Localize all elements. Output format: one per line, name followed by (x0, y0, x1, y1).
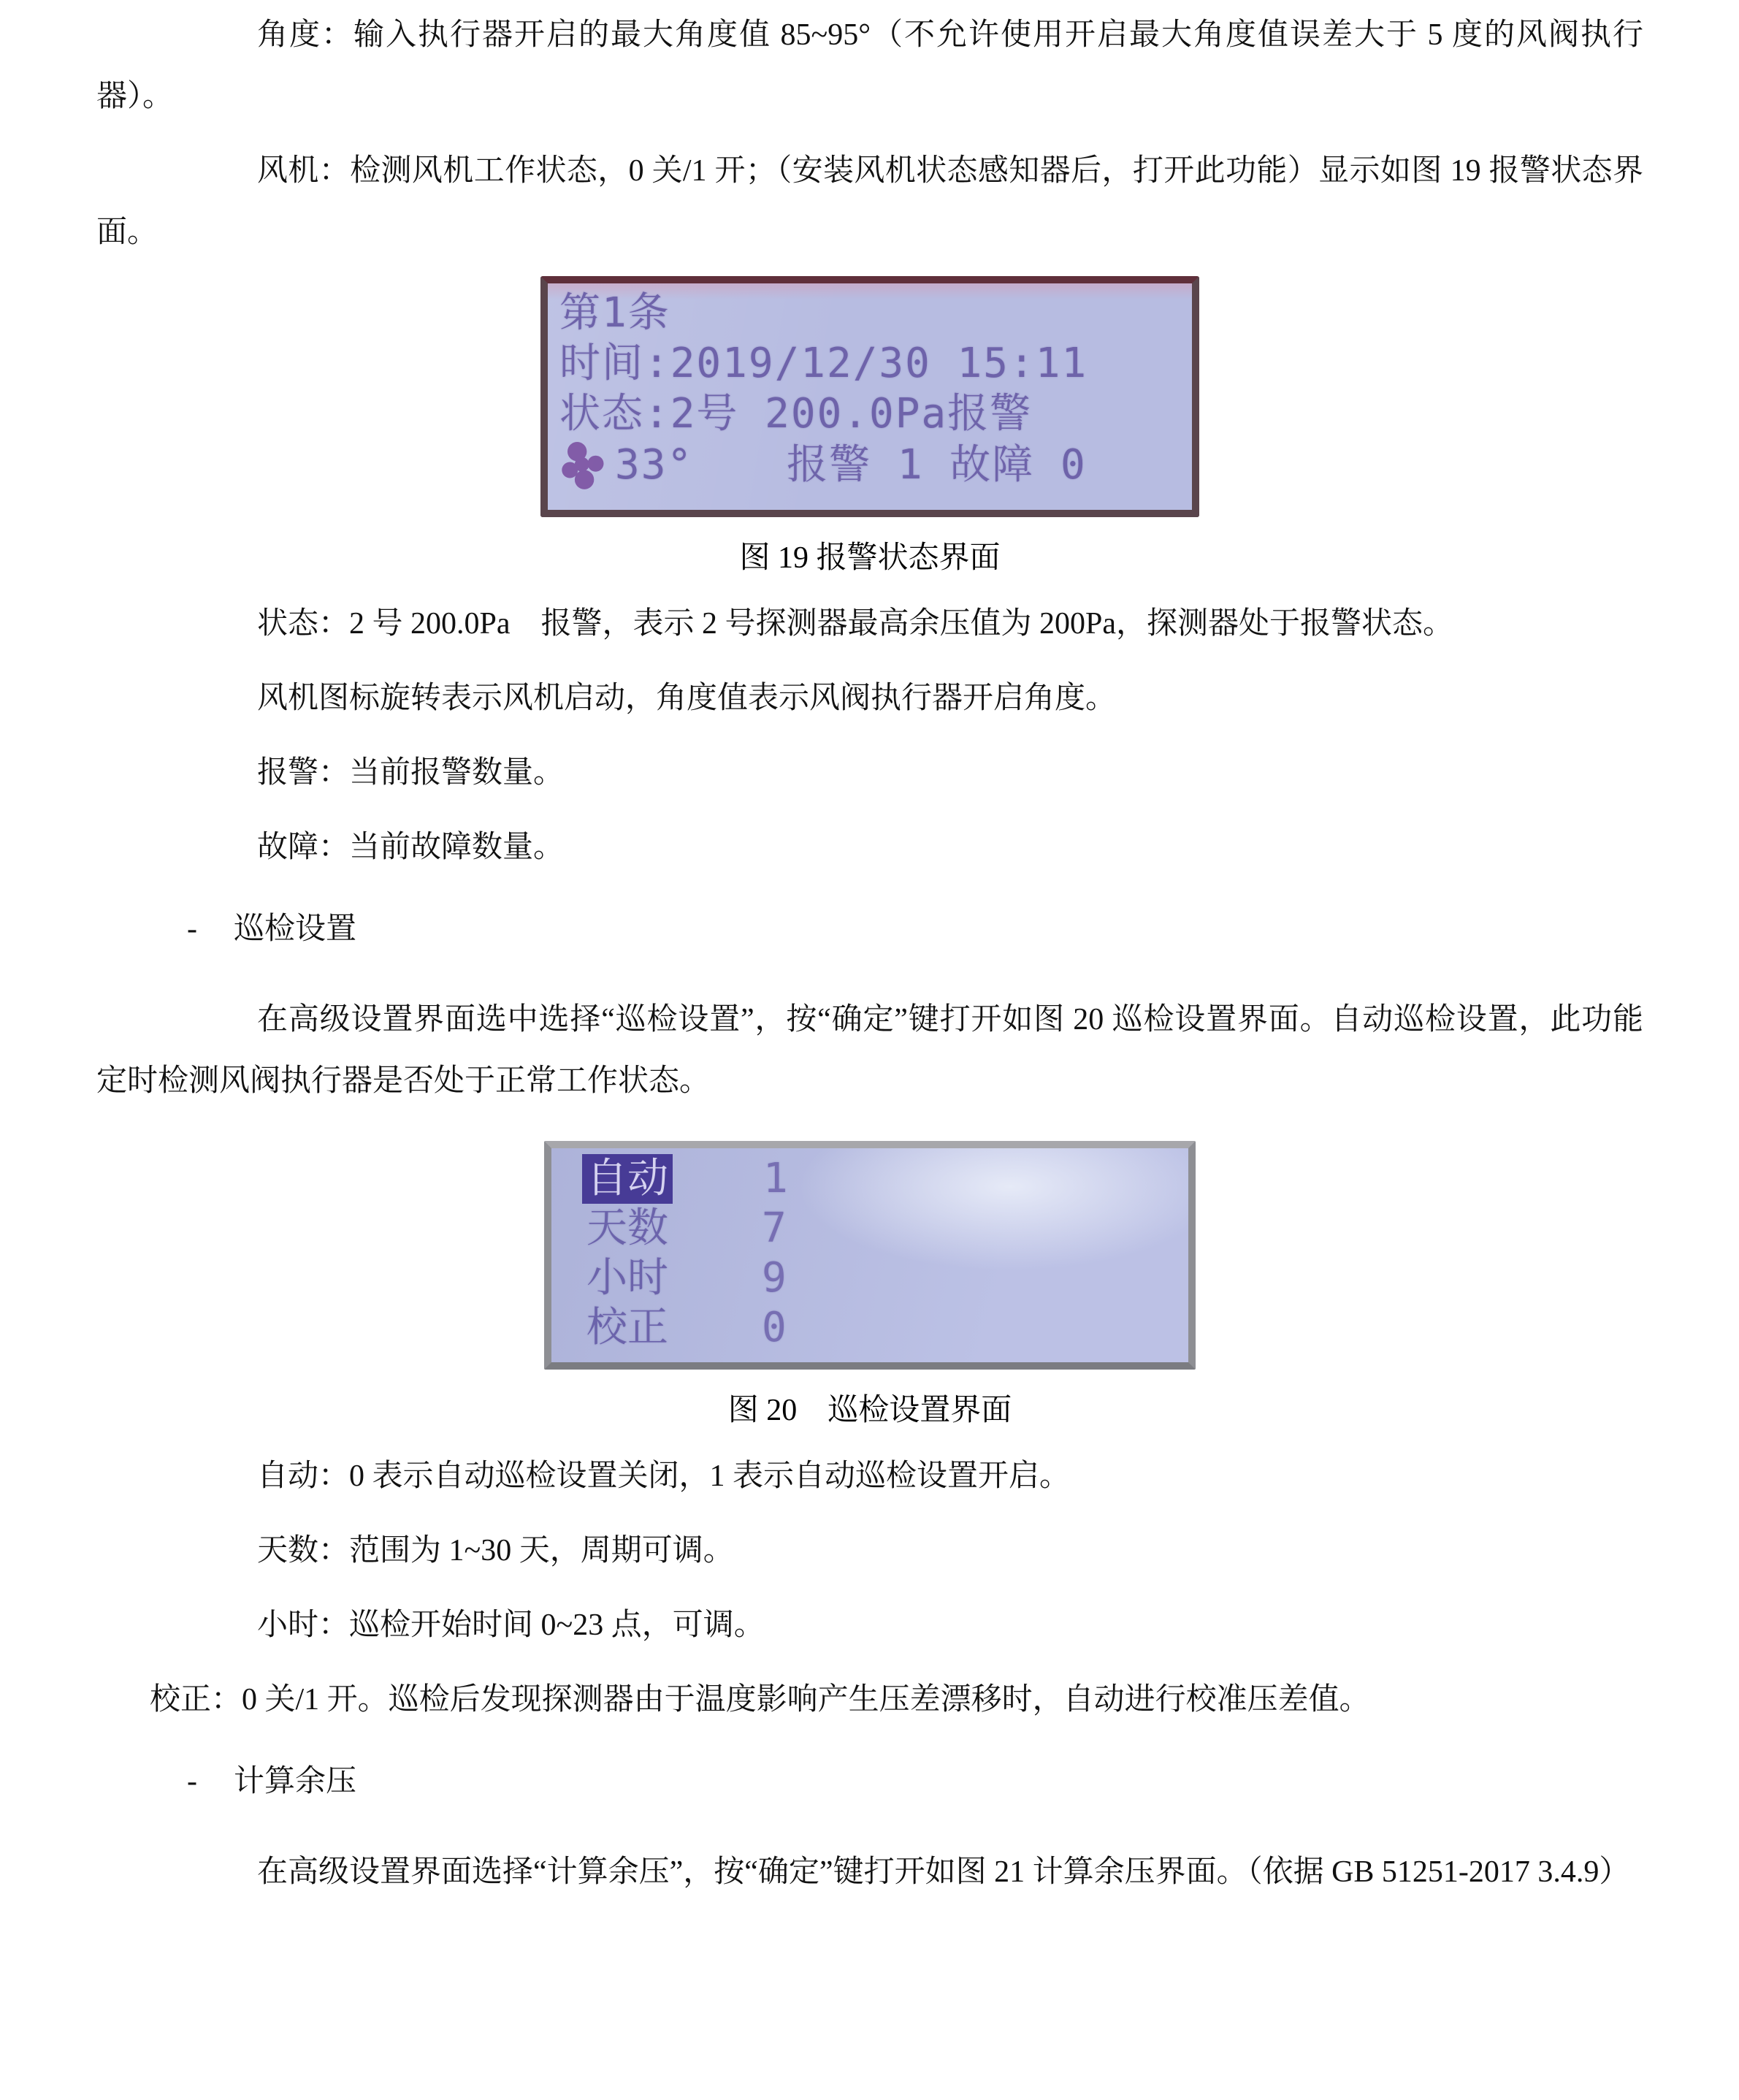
list-item-label: 计算余压 (234, 1765, 357, 1798)
paragraph-correction: 校正：0 关/1 开。巡检后发现探测器由于温度影响产生压差漂移时，自动进行校准压差值。 (150, 1683, 1370, 1717)
lcd-value-auto: 1 (763, 1155, 788, 1202)
paragraph-fan: 风机：检测风机工作状态，0 关/1 开；（安装风机状态感知器后，打开此功能）显示如图 19 报警状态界面。 (96, 154, 1643, 249)
lcd-status-line: 状态:2号 200.0Pa报警 (559, 390, 1033, 438)
lcd-row-hours (586, 1253, 1188, 1303)
list-item-calc-residual-pressure (96, 1751, 1643, 1812)
paragraph-angle: 角度：输入执行器开启的最大角度值 85~95°（不允许使用开启最大角度值误差大于 5 度的风阀执行器）。 (96, 18, 1643, 113)
paragraph-status: 状态：2 号 200.0Pa 报警，表示 2 号探测器最高余压值为 200Pa，探测器处于报警状态。 (257, 607, 1454, 641)
paragraph-auto: 自动：0 表示自动巡检设置关闭，1 表示自动巡检设置开启。 (257, 1459, 1071, 1493)
lcd-value-days: 7 (762, 1204, 787, 1252)
paragraph-fan-icon: 风机图标旋转表示风机启动，角度值表示风阀执行器开启角度。 (257, 681, 1117, 715)
paragraph-alarm: 报警：当前报警数量。 (257, 756, 565, 790)
lcd-damper-angle: 33° (615, 440, 694, 489)
figure-19-lcd-photo (540, 276, 1199, 517)
paragraph-days: 天数：范围为 1~30 天，周期可调。 (257, 1534, 734, 1568)
figure-20 (96, 1141, 1643, 1441)
lcd-row-auto (586, 1154, 1188, 1204)
lcd-label-auto-highlighted: 自动 (582, 1154, 673, 1204)
lcd-row-days (586, 1204, 1188, 1253)
lcd-label-correction: 校正 (586, 1304, 668, 1351)
paragraph-patrol-intro: 在高级设置界面选中选择“巡检设置”，按“确定”键打开如图 20 巡检设置界面。自动巡检设置，此功能定时检测风阀执行器是否处于正常工作状态。 (96, 1003, 1643, 1098)
list-item-patrol-settings (96, 898, 1643, 960)
paragraph-fault: 故障：当前故障数量。 (257, 831, 565, 864)
lcd-record-number: 第1条 (559, 289, 670, 337)
lcd-time-line: 时间:2019/12/30 15:11 (559, 340, 1088, 387)
paragraph-calc-intro: 在高级设置界面选择“计算余压”，按“确定”键打开如图 21 计算余压界面。（依据 GB 51251-2017 3.4.9） (257, 1855, 1630, 1889)
lcd-alarm-fault-counters: 报警 1 故障 0 (787, 440, 1087, 489)
lcd-bottom-line (559, 439, 1192, 490)
figure-20-caption: 图 20 巡检设置界面 (727, 1394, 1012, 1427)
list-item-label: 巡检设置 (234, 912, 357, 946)
fan-icon (559, 442, 608, 490)
list-dash-marker: - (187, 1765, 197, 1798)
lcd-value-hours: 9 (762, 1254, 787, 1302)
lcd-label-days: 天数 (586, 1204, 668, 1252)
list-dash-marker: - (187, 912, 197, 946)
lcd-value-correction: 0 (762, 1304, 787, 1351)
lcd-label-hours: 小时 (586, 1254, 668, 1302)
lcd-row-correction (586, 1303, 1188, 1353)
figure-20-lcd-photo (544, 1141, 1196, 1370)
figure-19 (96, 276, 1643, 589)
figure-19-caption: 图 19 报警状态界面 (739, 541, 1001, 575)
paragraph-hours: 小时：巡检开始时间 0~23 点，可调。 (257, 1608, 765, 1642)
